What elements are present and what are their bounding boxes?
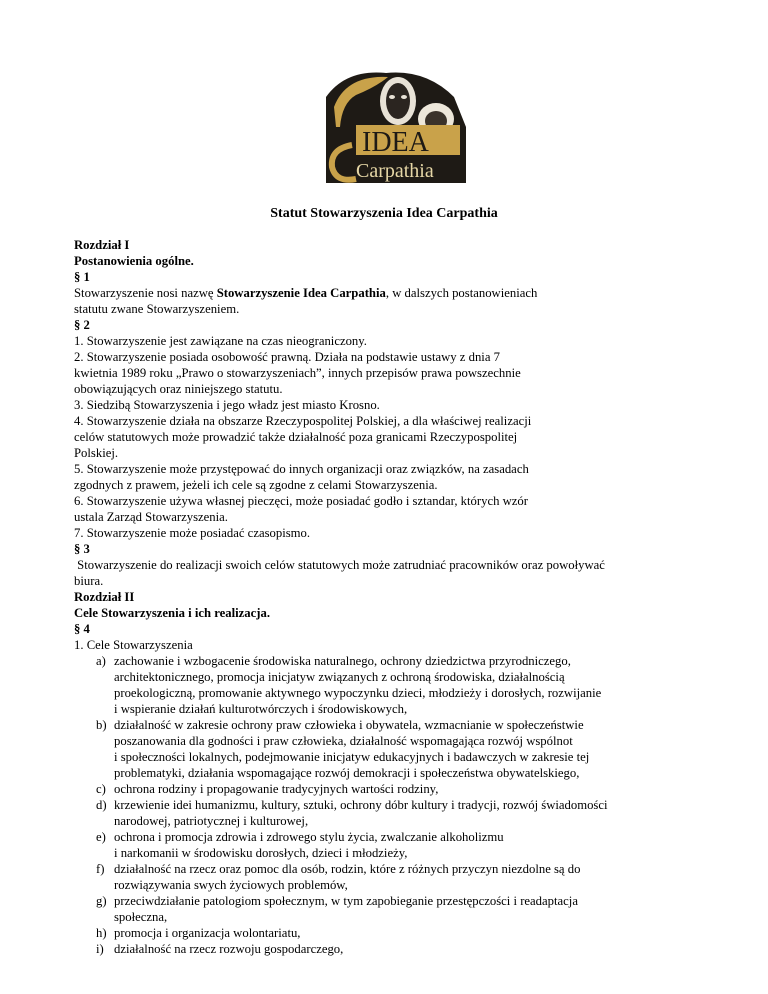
list-marker: h) (96, 926, 107, 940)
list-item-line: narodowej, patriotycznej i kulturowej, (114, 814, 309, 828)
list-item-line: krzewienie idei humanizmu, kultury, sztuki, ochrony dóbr kultury i tradycji, rozwój świadomości (114, 798, 608, 812)
list-item-line: działalność na rzecz rozwoju gospodarczego, (114, 942, 344, 956)
section-4-intro: 1. Cele Stowarzyszenia (74, 638, 193, 652)
list-item (74, 893, 694, 925)
document-body (74, 237, 694, 957)
list-item-line: proekologiczną, promowanie aktywnego wypoczynku dzieci, młodzieży i dorosłych, rozwijanie (114, 686, 602, 700)
chapter-2-label: Rozdział II (74, 590, 135, 604)
list-item-line: poszanowania dla godności i praw człowieka, działalność wspomagająca rozwój wspólnot (114, 734, 573, 748)
list-item-line: architektonicznego, promocja inicjatyw związanych z ochroną środowiska, działalnością (114, 670, 565, 684)
list-marker: i) (96, 942, 104, 956)
association-name: Stowarzyszenie Idea Carpathia (216, 286, 386, 300)
list-marker: b) (96, 718, 107, 732)
list-item (74, 653, 694, 717)
section-2-line: 5. Stowarzyszenie może przystępować do innych organizacji oraz związków, na zasadach (74, 462, 529, 476)
list-item (74, 797, 694, 829)
logo-word-carpathia: Carpathia (356, 160, 434, 182)
section-3-mark: § 3 (74, 542, 90, 556)
list-marker: a) (96, 654, 106, 668)
section-1-mark: § 1 (74, 270, 90, 284)
section-2-line: 7. Stowarzyszenie może posiadać czasopismo. (74, 526, 311, 540)
section-2-line: 4. Stowarzyszenie działa na obszarze Rzeczypospolitej Polskiej, a dla właściwej realizacji (74, 414, 532, 428)
list-item-line: problematyki, działania wspomagające rozwój demokracji i społeczeństwa obywatelskiego, (114, 766, 580, 780)
list-item-line: zachowanie i wzbogacenie środowiska naturalnego, ochrony dziedzictwa przyrodniczego, (114, 654, 571, 668)
list-item (74, 829, 694, 861)
section-1-text-b: , w dalszych postanowieniach (385, 286, 538, 300)
section-4-mark: § 4 (74, 622, 90, 636)
section-1-text-c: statutu zwane Stowarzyszeniem. (74, 302, 240, 316)
chapter-1-heading: Postanowienia ogólne. (74, 254, 194, 268)
section-2-line: 2. Stowarzyszenie posiada osobowość prawną. Działa na podstawie ustawy z dnia 7 (74, 350, 500, 364)
section-2-line: obowiązujących oraz niniejszego statutu. (74, 382, 283, 396)
list-marker: f) (96, 862, 105, 876)
section-1-text-a: Stowarzyszenie nosi nazwę (74, 286, 217, 300)
list-item-line: i narkomanii w środowisku dorosłych, dzieci i młodzieży, (114, 846, 408, 860)
list-marker: g) (96, 894, 107, 908)
list-item-line: rozwiązywania swych życiowych problemów, (114, 878, 348, 892)
document-title: Statut Stowarzyszenia Idea Carpathia (270, 206, 498, 221)
list-item-line: promocja i organizacja wolontariatu, (114, 926, 301, 940)
list-item (74, 781, 694, 797)
section-3-line: biura. (74, 574, 104, 588)
idea-carpathia-logo (316, 67, 470, 187)
list-item-line: i społeczności lokalnych, podejmowanie inicjatyw edukacyjnych i badawczych w zakresie tej (114, 750, 590, 764)
section-2-line: kwietnia 1989 roku „Prawo o stowarzyszeniach”, innych przepisów prawa powszechnie (74, 366, 521, 380)
goals-list (74, 653, 694, 957)
list-item (74, 717, 694, 781)
section-2-mark: § 2 (74, 318, 90, 332)
list-item-line: działalność na rzecz oraz pomoc dla osób, rodzin, które z różnych przyczyn niezdolne są do (114, 862, 581, 876)
list-marker: c) (96, 782, 106, 796)
chapter-1-label: Rozdział I (74, 238, 130, 252)
section-2-line: zgodnych z prawem, jeżeli ich cele są zgodne z celami Stowarzyszenia. (74, 478, 438, 492)
section-2-line: celów statutowych może prowadzić także działalność poza granicami Rzeczypospolitej (74, 430, 518, 444)
list-item-line: społeczna, (114, 910, 168, 924)
list-item (74, 925, 694, 941)
list-item-line: i wspieranie działań kulturotwórczych i środowiskowych, (114, 702, 408, 716)
section-3-line: Stowarzyszenie do realizacji swoich celów statutowych może zatrudniać pracowników oraz powoływać (74, 558, 605, 572)
section-2-line: Polskiej. (74, 446, 119, 460)
section-2-line: 3. Siedzibą Stowarzyszenia i jego władz jest miasto Krosno. (74, 398, 380, 412)
list-item-line: działalność w zakresie ochrony praw człowieka i obywatela, wzmacnianie w społeczeństwie (114, 718, 584, 732)
list-marker: e) (96, 830, 106, 844)
list-item (74, 941, 694, 957)
list-item-line: ochrona rodziny i propagowanie tradycyjnych wartości rodziny, (114, 782, 439, 796)
list-item-line: przeciwdziałanie patologiom społecznym, w tym zapobieganie przestępczości i readaptacja (114, 894, 578, 908)
logo-word-idea: IDEA (362, 127, 429, 158)
section-2-line: ustala Zarząd Stowarzyszenia. (74, 510, 228, 524)
chapter-2-heading: Cele Stowarzyszenia i ich realizacja. (74, 606, 271, 620)
section-2-line: 6. Stowarzyszenie używa własnej pieczęci, może posiadać godło i sztandar, których wzór (74, 494, 528, 508)
list-item (74, 861, 694, 893)
list-item-line: ochrona i promocja zdrowia i zdrowego stylu życia, zwalczanie alkoholizmu (114, 830, 504, 844)
list-marker: d) (96, 798, 107, 812)
section-2-line: 1. Stowarzyszenie jest zawiązane na czas nieograniczony. (74, 334, 367, 348)
section-1-text (74, 285, 694, 301)
